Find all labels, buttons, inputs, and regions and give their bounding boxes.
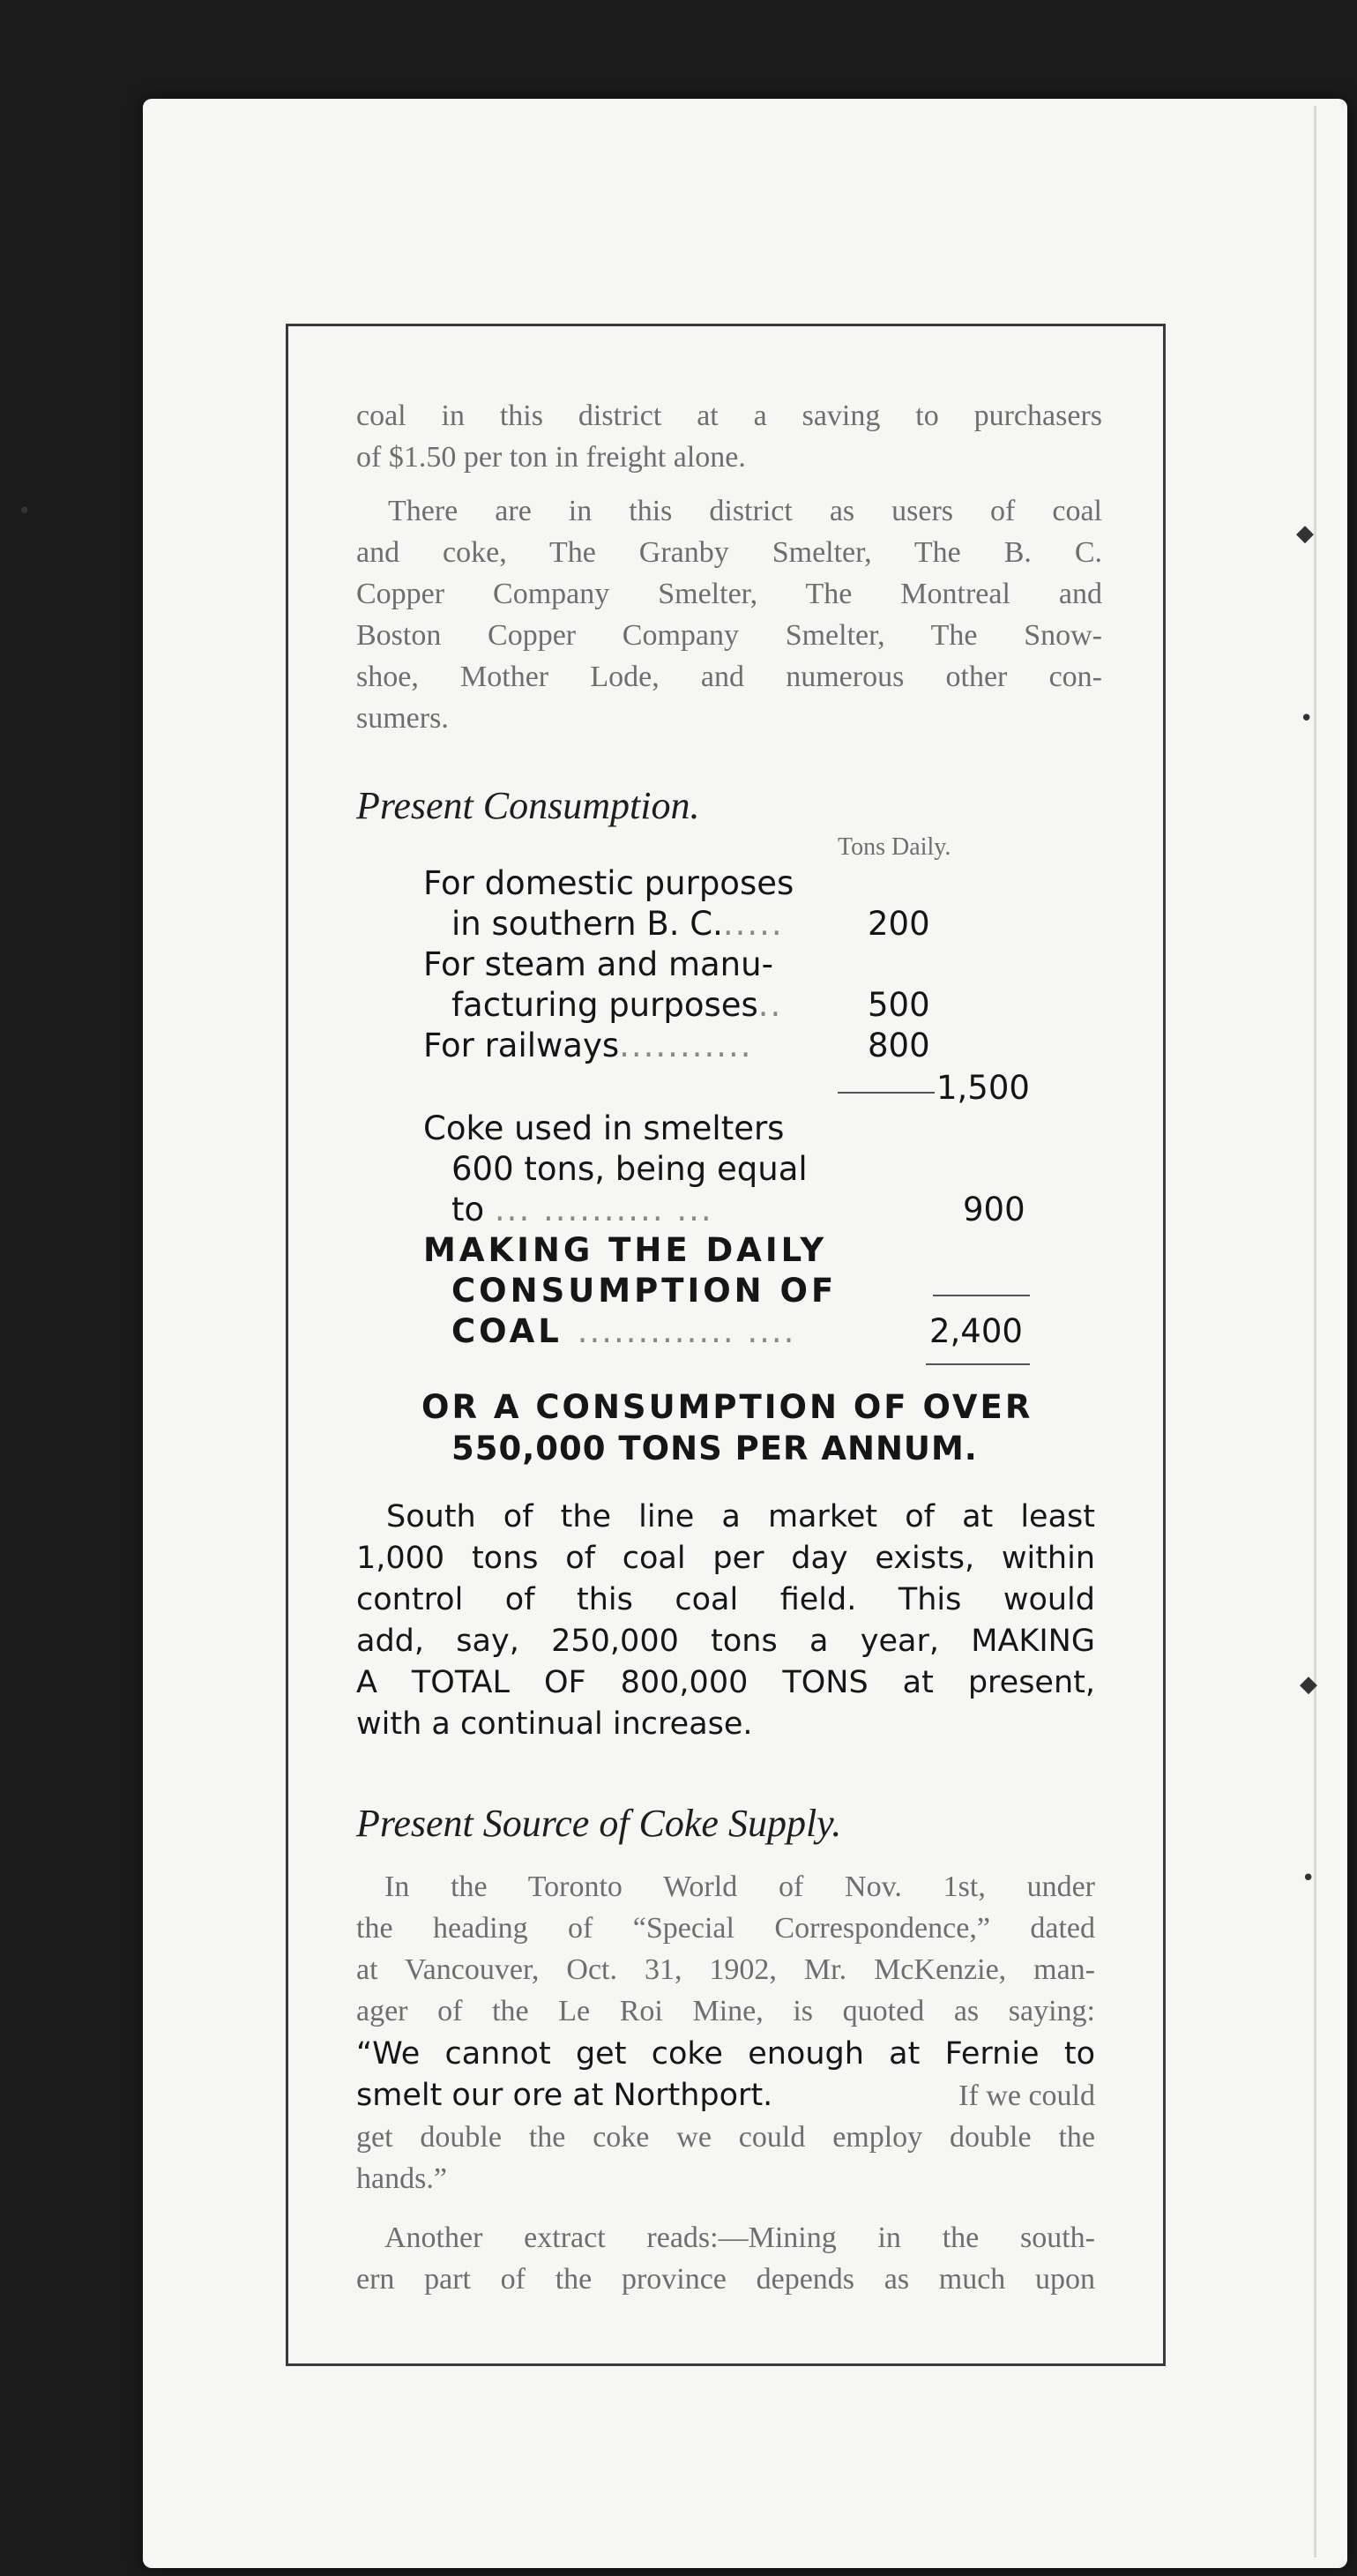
page-fold bbox=[1314, 106, 1316, 2557]
market-line: control of this coal field. This would bbox=[356, 1582, 1095, 1617]
row-label: For steam and manu- bbox=[423, 945, 773, 983]
source-line: In the Toronto World of Nov. 1st, under bbox=[384, 1870, 1095, 1903]
row-label: For domestic purposes bbox=[423, 864, 794, 902]
subtotal-value: 1,500 bbox=[936, 1069, 1030, 1107]
intro-line: of $1.50 per ton in freight alone. bbox=[356, 441, 746, 474]
users-line: Copper Company Smelter, The Montreal and bbox=[356, 578, 1102, 610]
extract-line: Another extract reads:—Mining in the south- bbox=[384, 2221, 1095, 2254]
row-label: For railways........... bbox=[423, 1027, 753, 1064]
users-line: shoe, Mother Lode, and numerous other con- bbox=[356, 661, 1102, 693]
coke-line: Coke used in smelters bbox=[423, 1109, 785, 1147]
quote-line: get double the coke we could employ double the bbox=[356, 2121, 1095, 2154]
making-line: CONSUMPTION OF bbox=[451, 1272, 838, 1310]
quote-line: “We cannot get coke enough at Fernie to bbox=[356, 2036, 1095, 2072]
total-value: 2,400 bbox=[929, 1312, 1023, 1350]
subtotal-rule bbox=[838, 1092, 935, 1094]
scan-speck: ◆ bbox=[1296, 520, 1314, 547]
coke-line: to ... .......... ... bbox=[451, 1191, 713, 1228]
users-line: There are in this district as users of coal bbox=[388, 495, 1102, 527]
row-value: 200 bbox=[868, 905, 930, 943]
quote-line: smelt our ore at Northport. If we could bbox=[356, 2078, 1095, 2113]
total-rule-bottom bbox=[926, 1363, 1030, 1365]
market-line: 1,000 tons of coal per day exists, within bbox=[356, 1541, 1095, 1576]
coke-line: 600 tons, being equal bbox=[451, 1150, 808, 1188]
consumption-heading: Present Consumption. bbox=[356, 784, 700, 827]
market-line: South of the line a market of at least bbox=[386, 1499, 1095, 1534]
scan-speck: • bbox=[1301, 1865, 1316, 1892]
row-label: in southern B. C...... bbox=[451, 905, 784, 943]
users-line: Boston Copper Company Smelter, The Snow- bbox=[356, 619, 1102, 652]
over-line: OR A CONSUMPTION OF OVER bbox=[421, 1388, 1033, 1426]
source-line: the heading of “Special Correspondence,” dated bbox=[356, 1912, 1095, 1945]
users-line: sumers. bbox=[356, 702, 449, 735]
coke-value: 900 bbox=[963, 1191, 1025, 1228]
scan-speck: • bbox=[18, 498, 32, 525]
market-line: add, say, 250,000 tons a year, MAKING bbox=[356, 1624, 1095, 1659]
over-line: 550,000 TONS PER ANNUM. bbox=[451, 1430, 978, 1467]
row-label: facturing purposes.. bbox=[451, 986, 783, 1024]
quote-line: hands.” bbox=[356, 2162, 447, 2195]
users-line: and coke, The Granby Smelter, The B. C. bbox=[356, 536, 1102, 569]
row-value: 800 bbox=[868, 1027, 930, 1064]
extract-line: ern part of the province depends as much upon bbox=[356, 2263, 1095, 2296]
unit-header: Tons Daily. bbox=[838, 833, 951, 861]
source-heading: Present Source of Coke Supply. bbox=[356, 1802, 842, 1845]
source-line: ager of the Le Roi Mine, is quoted as saying: bbox=[356, 1995, 1095, 2027]
making-line: COAL ............. .... bbox=[451, 1312, 796, 1350]
row-value: 500 bbox=[868, 986, 930, 1024]
market-line: A TOTAL OF 800,000 TONS at present, bbox=[356, 1665, 1095, 1700]
making-line: MAKING THE DAILY bbox=[423, 1231, 828, 1269]
intro-line: coal in this district at a saving to purchasers bbox=[356, 399, 1102, 432]
total-rule-top bbox=[933, 1295, 1030, 1296]
scan-speck: • bbox=[1300, 706, 1314, 732]
scan-speck: ◆ bbox=[1300, 1671, 1317, 1698]
market-line: with a continual increase. bbox=[356, 1706, 753, 1742]
source-line: at Vancouver, Oct. 31, 1902, Mr. McKenzie, man- bbox=[356, 1953, 1095, 1986]
